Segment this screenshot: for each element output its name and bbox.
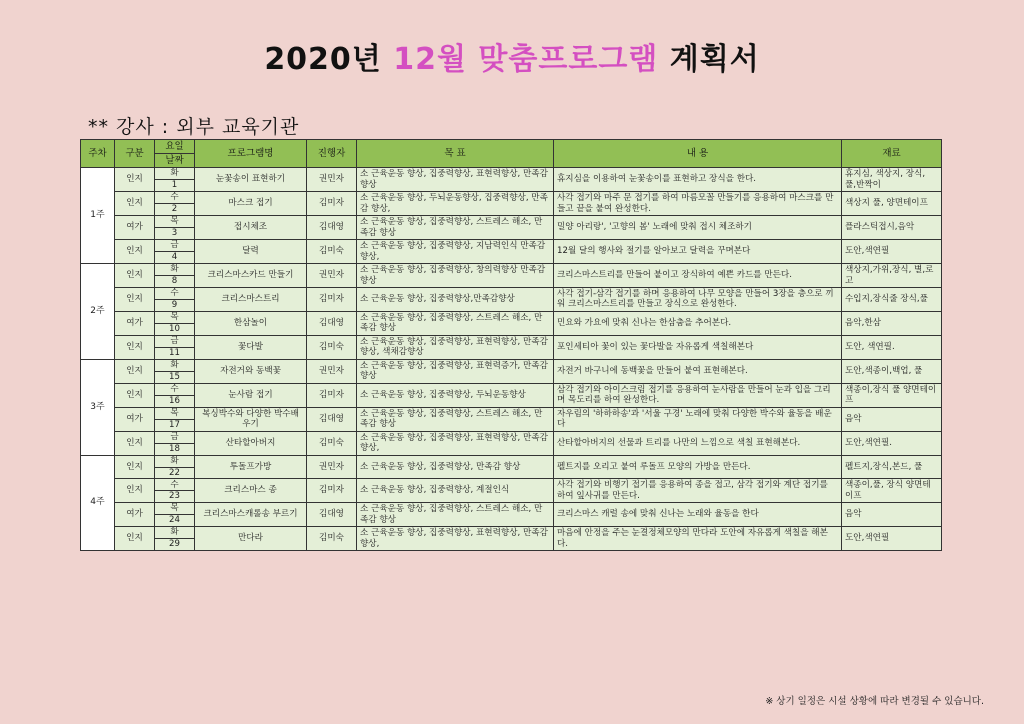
- material-cell: 도안,색연필: [842, 240, 942, 264]
- day-cell: 화: [155, 527, 195, 539]
- goal-cell: 소 근육운동 향상, 집중력향상, 표현력향상, 만족감 향상: [357, 168, 554, 192]
- table-row: [81, 264, 942, 276]
- day-cell: 화: [155, 168, 195, 180]
- date-cell: 2: [155, 204, 195, 216]
- content-cell: 크리스마스 캐럴 송에 맞춰 신나는 노래와 율동을 한다: [554, 503, 842, 527]
- leader-cell: 김미숙: [307, 431, 357, 455]
- page-title: [0, 34, 1024, 78]
- category-cell: 인지: [115, 359, 155, 383]
- category-cell: 인지: [115, 288, 155, 312]
- leader-cell: 권민자: [307, 359, 357, 383]
- goal-cell: 소 근육운동 향상, 집중력향상, 계절인식: [357, 479, 554, 503]
- category-cell: 인지: [115, 264, 155, 288]
- material-cell: 색상지,가위,장식, 별,로고: [842, 264, 942, 288]
- date-cell: 29: [155, 539, 195, 551]
- program-cell: 투돌프가방: [195, 455, 307, 479]
- goal-cell: 소 근육운동 향상, 집중력향상, 만족감 향상: [357, 455, 554, 479]
- material-cell: 도안,색종이,백업, 풀: [842, 359, 942, 383]
- instructor-line: ** 강사 : 외부 교육기관: [88, 116, 300, 138]
- material-cell: 도안, 색연필.: [842, 335, 942, 359]
- material-cell: 색종이,장식 풀 양면테이프: [842, 383, 942, 407]
- title-accent: 12월 맞춤프로그램: [393, 42, 659, 77]
- week-label: 4주: [81, 455, 115, 550]
- material-cell: 도안,색연필: [842, 527, 942, 551]
- program-cell: 눈사람 접기: [195, 383, 307, 407]
- date-cell: 16: [155, 395, 195, 407]
- day-cell: 금: [155, 335, 195, 347]
- day-cell: 화: [155, 455, 195, 467]
- content-cell: 사각 접기와 비행기 접기를 응용하여 종을 접고, 삼각 접기와 계단 접기를 하여 잎사귀를 만든다.: [554, 479, 842, 503]
- content-cell: 자우림의 '하하하송'과 '서울 구경' 노래에 맞춰 다양한 박수와 율동을 배운다: [554, 407, 842, 431]
- goal-cell: 소 근육운동 향상, 집중력향상, 표현력향상, 만족감 향상,: [357, 527, 554, 551]
- table-row: [81, 383, 942, 395]
- date-cell: 8: [155, 276, 195, 288]
- material-cell: 도안,색연필.: [842, 431, 942, 455]
- leader-cell: 김미자: [307, 479, 357, 503]
- leader-cell: 김미자: [307, 288, 357, 312]
- day-cell: 목: [155, 216, 195, 228]
- leader-cell: 권민자: [307, 264, 357, 288]
- goal-cell: 소 근육운동 향상, 집중력향상,만족감향상: [357, 288, 554, 312]
- goal-cell: 소 근육운동 향상, 두뇌운동향상, 집중력향상, 만족감 향상,: [357, 192, 554, 216]
- leader-cell: 김미숙: [307, 335, 357, 359]
- category-cell: 인지: [115, 527, 155, 551]
- header-week: 주차: [81, 140, 115, 168]
- content-cell: 삼각 접기와 아이스크림 접기를 응용하여 눈사람을 만들어 눈과 입을 그리며 목도리를 하여 완성한다.: [554, 383, 842, 407]
- content-cell: 사각 접기-삼각 접기를 하며 응용하여 나무 모양을 만들어 3장을 층으로 끼워 크리스마스트리를 만들고 장식으로 완성한다.: [554, 288, 842, 312]
- week-label: 2주: [81, 264, 115, 360]
- category-cell: 인지: [115, 383, 155, 407]
- material-cell: 펠트지,장식,본드, 풀: [842, 455, 942, 479]
- leader-cell: 김미자: [307, 383, 357, 407]
- category-cell: 인지: [115, 479, 155, 503]
- program-cell: 크리스마스 종: [195, 479, 307, 503]
- table-row: [81, 479, 942, 491]
- date-cell: 9: [155, 300, 195, 312]
- day-cell: 목: [155, 311, 195, 323]
- leader-cell: 김대영: [307, 311, 357, 335]
- table-row: [81, 359, 942, 371]
- program-cell: 크리스마스카드 만들기: [195, 264, 307, 288]
- header-date: 날짜: [155, 154, 195, 168]
- content-cell: 산타할아버지의 선물과 트리를 나만의 느낌으로 색칠 표현해본다.: [554, 431, 842, 455]
- date-cell: 22: [155, 467, 195, 479]
- material-cell: 색종이,풀, 장식 양면테이프: [842, 479, 942, 503]
- week-label: 1주: [81, 168, 115, 264]
- category-cell: 여가: [115, 503, 155, 527]
- goal-cell: 소 근육운동 향상, 집중력향상, 표현력향상, 만족감 향상,: [357, 431, 554, 455]
- category-cell: 인지: [115, 240, 155, 264]
- content-cell: 민요와 가요에 맞춰 신나는 한삼춤을 추어본다.: [554, 311, 842, 335]
- content-cell: 자전거 바구니에 동백꽃을 만들어 붙여 표현해본다.: [554, 359, 842, 383]
- program-cell: 마스크 접기: [195, 192, 307, 216]
- table-row: [81, 168, 942, 180]
- leader-cell: 김대영: [307, 503, 357, 527]
- date-cell: 15: [155, 371, 195, 383]
- leader-cell: 김대영: [307, 216, 357, 240]
- date-cell: 11: [155, 347, 195, 359]
- day-cell: 목: [155, 407, 195, 419]
- material-cell: 음악,한삼: [842, 311, 942, 335]
- title-suffix: 계획서: [658, 42, 760, 77]
- title-year: 2020년: [264, 42, 394, 77]
- program-schedule-table: [80, 139, 942, 551]
- date-cell: 23: [155, 491, 195, 503]
- leader-cell: 권민자: [307, 455, 357, 479]
- content-cell: 펠트지를 오리고 붙여 루돌프 모양의 가방을 만든다.: [554, 455, 842, 479]
- material-cell: 음악: [842, 407, 942, 431]
- date-cell: 10: [155, 323, 195, 335]
- program-cell: 복싱박수와 다양한 박수배우기: [195, 407, 307, 431]
- program-cell: 꽃다발: [195, 335, 307, 359]
- header-content: 내 용: [554, 140, 842, 168]
- header-leader: 진행자: [307, 140, 357, 168]
- category-cell: 인지: [115, 335, 155, 359]
- goal-cell: 소 근육운동 향상, 집중력향상, 창의력향상 만족감향상: [357, 264, 554, 288]
- category-cell: 인지: [115, 168, 155, 192]
- content-cell: 마음에 안정을 주는 눈결정체모양의 만다라 도안에 자유롭게 색칠을 해본다.: [554, 527, 842, 551]
- material-cell: 음악: [842, 503, 942, 527]
- table-row: [81, 503, 942, 515]
- leader-cell: 권민자: [307, 168, 357, 192]
- program-cell: 접시체조: [195, 216, 307, 240]
- category-cell: 인지: [115, 431, 155, 455]
- program-cell: 산타할아버지: [195, 431, 307, 455]
- day-cell: 수: [155, 192, 195, 204]
- day-cell: 금: [155, 431, 195, 443]
- content-cell: 포인세티아 꽃이 있는 꽃다발을 자유롭게 색칠해본다: [554, 335, 842, 359]
- program-cell: 달력: [195, 240, 307, 264]
- header-day: 요일: [155, 140, 195, 154]
- goal-cell: 소 근육운동 향상, 집중력향상, 지남력인식 만족감 향상,: [357, 240, 554, 264]
- date-cell: 4: [155, 252, 195, 264]
- material-cell: 색상지 풀, 양면테이프: [842, 192, 942, 216]
- category-cell: 여가: [115, 216, 155, 240]
- leader-cell: 김미숙: [307, 240, 357, 264]
- table-row: [81, 431, 942, 443]
- date-cell: 1: [155, 180, 195, 192]
- leader-cell: 김대영: [307, 407, 357, 431]
- day-cell: 수: [155, 479, 195, 491]
- content-cell: 사각 접기와 마주 문 접기를 하여 마름모꼴 만들기를 응용하여 마스크를 만들고 끝을 붙여 완성한다.: [554, 192, 842, 216]
- material-cell: 수입지,장식줄 장식,풀: [842, 288, 942, 312]
- content-cell: 밀양 아리랑', '고향의 봄' 노래에 맞춰 접시 체조하기: [554, 216, 842, 240]
- table-row: [81, 527, 942, 539]
- schedule-body: [81, 168, 942, 551]
- content-cell: 휴지심을 이용하여 눈꽃송이를 표현하고 장식을 한다.: [554, 168, 842, 192]
- category-cell: 인지: [115, 455, 155, 479]
- program-cell: 크리스마스트리: [195, 288, 307, 312]
- table-row: [81, 288, 942, 300]
- date-cell: 18: [155, 443, 195, 455]
- header-category: 구분: [115, 140, 155, 168]
- program-cell: 자전거와 동백꽃: [195, 359, 307, 383]
- table-row: [81, 192, 942, 204]
- day-cell: 화: [155, 264, 195, 276]
- table-row: [81, 407, 942, 419]
- program-cell: 눈꽃송이 표현하기: [195, 168, 307, 192]
- table-row: [81, 455, 942, 467]
- category-cell: 인지: [115, 192, 155, 216]
- table-row: [81, 240, 942, 252]
- date-cell: 24: [155, 515, 195, 527]
- table-row: [81, 216, 942, 228]
- leader-cell: 김미숙: [307, 527, 357, 551]
- content-cell: 12월 달의 행사와 절기를 알아보고 달력을 꾸며본다: [554, 240, 842, 264]
- category-cell: 여가: [115, 311, 155, 335]
- goal-cell: 소 근육운동 향상, 집중력향상, 표현력향상, 만족감 향상, 색채감향상: [357, 335, 554, 359]
- day-cell: 목: [155, 503, 195, 515]
- day-cell: 금: [155, 240, 195, 252]
- goal-cell: 소 근육운동 향상, 집중력향상, 두뇌운동향상: [357, 383, 554, 407]
- category-cell: 여가: [115, 407, 155, 431]
- date-cell: 17: [155, 419, 195, 431]
- table-row: [81, 335, 942, 347]
- day-cell: 수: [155, 288, 195, 300]
- goal-cell: 소 근육운동 향상, 집중력향상, 스트레스 해소, 만족감 향상: [357, 407, 554, 431]
- day-cell: 화: [155, 359, 195, 371]
- program-cell: 크리스마스캐롤송 부르기: [195, 503, 307, 527]
- footnote: ※ 상기 일정은 시설 상황에 따라 변경될 수 있습니다.: [765, 696, 984, 707]
- program-cell: 만다라: [195, 527, 307, 551]
- date-cell: 3: [155, 228, 195, 240]
- header-goal: 목 표: [357, 140, 554, 168]
- goal-cell: 소 근육운동 향상, 집중력향상, 표현력증가, 만족감 향상: [357, 359, 554, 383]
- material-cell: 휴지심, 색상지, 장식, 풀,반짝이: [842, 168, 942, 192]
- week-label: 3주: [81, 359, 115, 455]
- day-cell: 수: [155, 383, 195, 395]
- goal-cell: 소 근육운동 향상, 집중력향상, 스트레스 해소, 만족감 향상: [357, 311, 554, 335]
- goal-cell: 소 근육운동 향상, 집중력향상, 스트레스 해소, 만족감 향상: [357, 503, 554, 527]
- leader-cell: 김미자: [307, 192, 357, 216]
- header-program: 프로그램명: [195, 140, 307, 168]
- header-material: 재료: [842, 140, 942, 168]
- program-cell: 한삼놀이: [195, 311, 307, 335]
- goal-cell: 소 근육운동 향상, 집중력향상, 스트레스 해소, 만족감 향상: [357, 216, 554, 240]
- material-cell: 플라스틱접시,음악: [842, 216, 942, 240]
- content-cell: 크리스마스트리를 만들어 붙이고 장식하여 예쁜 카드를 만든다.: [554, 264, 842, 288]
- table-row: [81, 311, 942, 323]
